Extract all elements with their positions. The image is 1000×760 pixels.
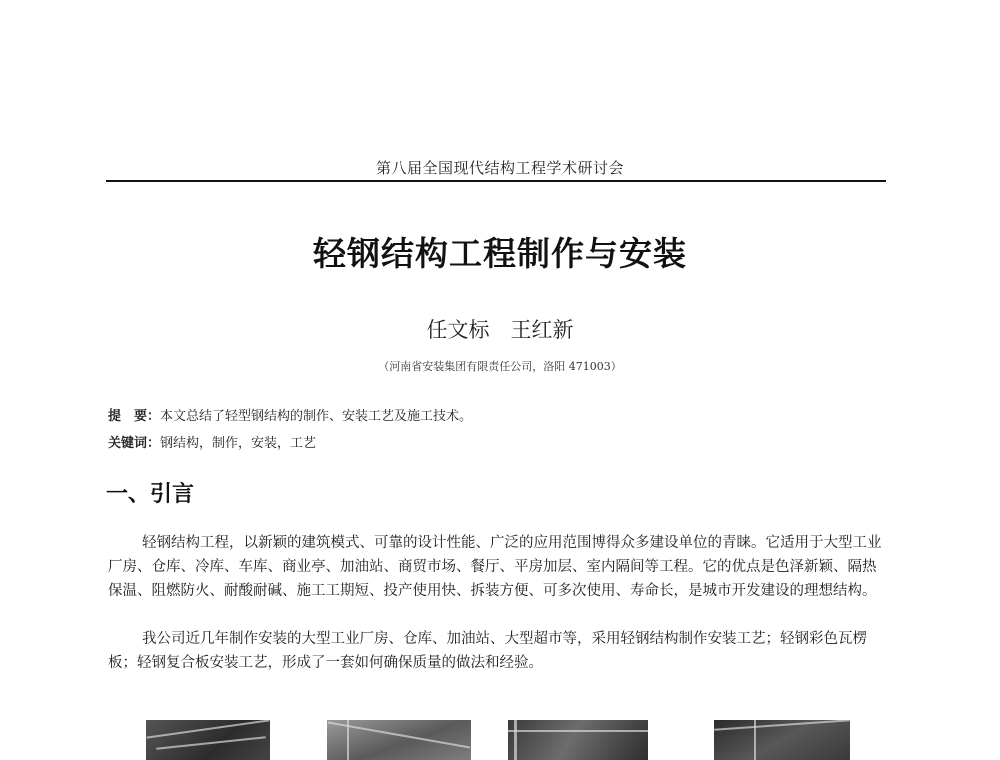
body-paragraph-1: 轻钢结构工程，以新颖的建筑模式、可靠的设计性能、广泛的应用范围博得众多建设单位的青睐。它适用于大型工业厂房、仓库、冷库、车库、商业亭、加油站、商贸市场、餐厅、平房加层、室内隔间等工程。它的优点是色泽新颖、隔热保温、阻燃防火、耐酸耐碱、施工工期短、投产使用快、拆装方便、可多次使用、寿命长，是城市开发建设的理想结构。 — [108, 535, 882, 599]
abstract-text: 本文总结了轻型钢结构的制作、安装工艺及施工技术。 — [160, 409, 473, 424]
header-rule — [106, 180, 886, 182]
keywords-label: 关键词： — [108, 436, 161, 451]
keywords — [108, 432, 316, 451]
abstract — [108, 405, 472, 424]
paper-affiliation: （河南省安装集团有限责任公司，洛阳 471003） — [378, 360, 622, 373]
steel-frame-structure-photo — [327, 720, 471, 760]
steel-roof-truss-photo — [146, 720, 270, 760]
steel-column-photo — [508, 720, 648, 760]
section-heading: 一、引言 — [106, 482, 195, 507]
body-paragraph-2: 我公司近几年制作安装的大型工业厂房、仓库、加油站、大型超市等，采用轻钢结构制作安装工艺；轻钢彩色瓦楞板；轻钢复合板安装工艺，形成了一套如何确保质量的做法和经验。 — [108, 631, 867, 671]
keywords-text: 钢结构，制作，安装，工艺 — [160, 436, 317, 451]
steel-building-photo — [714, 720, 850, 760]
paper-title: 轻钢结构工程制作与安装 — [313, 234, 687, 273]
running-head: 第八届全国现代结构工程学术研讨会 — [375, 159, 624, 177]
paper-authors: 任文标 王红新 — [426, 318, 574, 342]
abstract-label: 提 要： — [108, 409, 161, 424]
figure-photos — [0, 720, 1000, 760]
